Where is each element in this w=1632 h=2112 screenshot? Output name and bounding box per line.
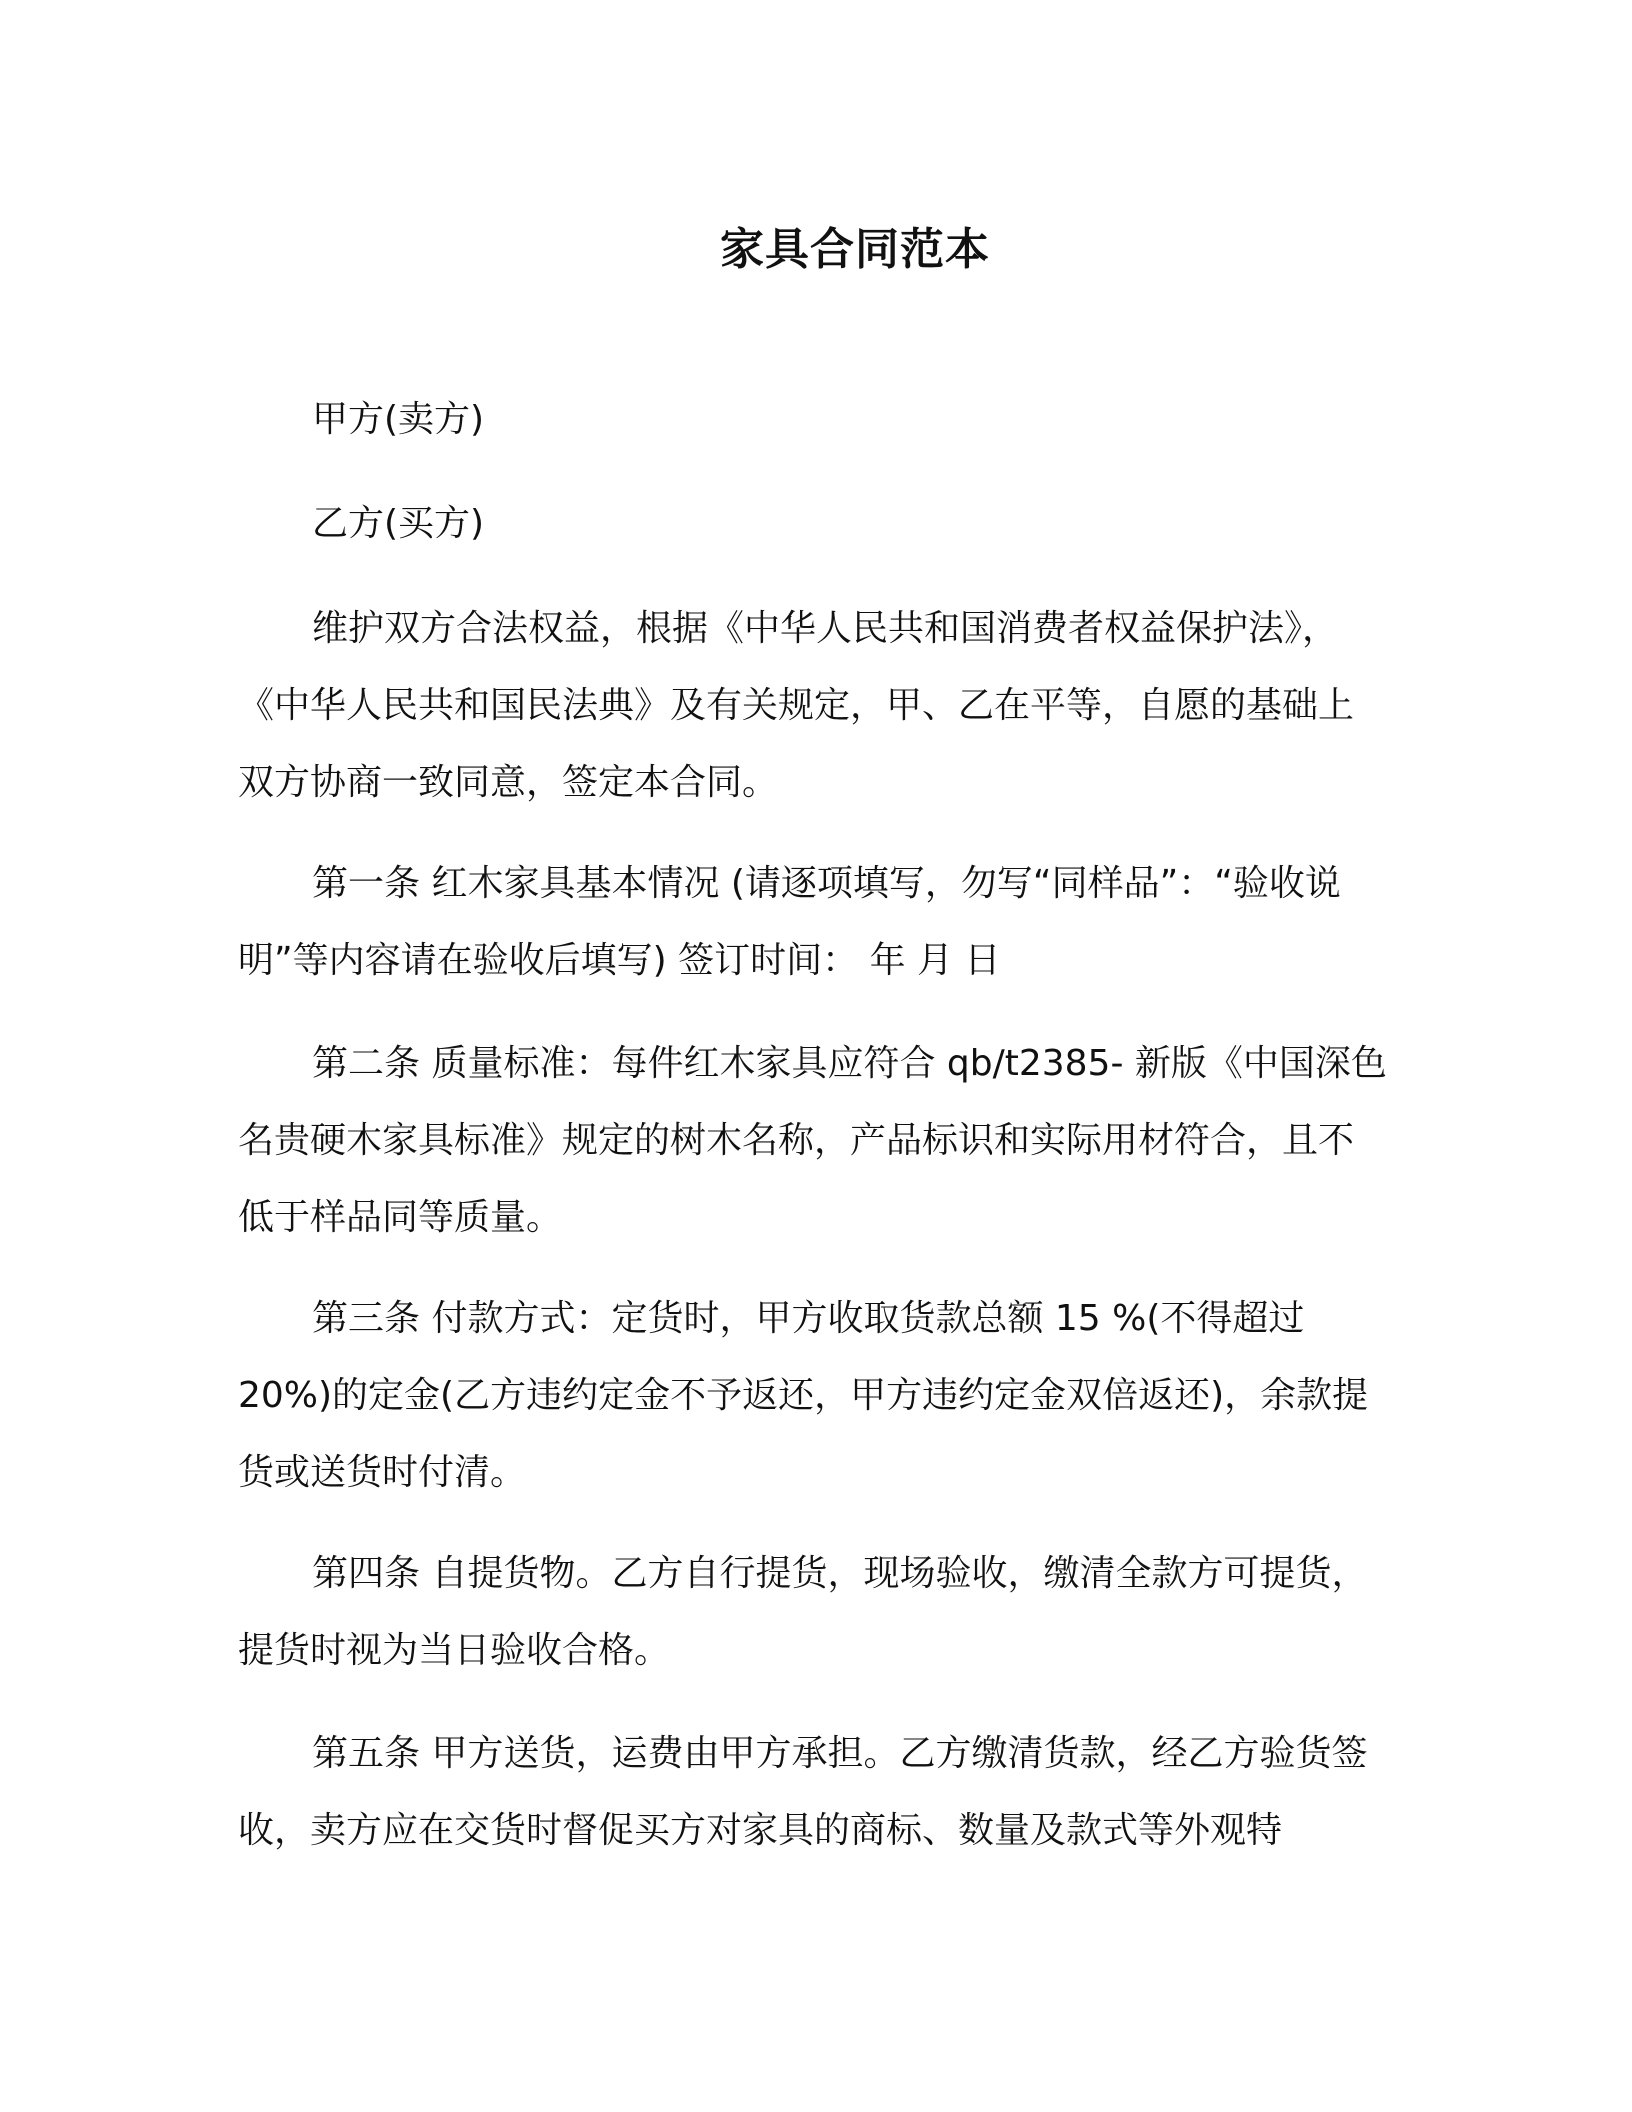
article-4-paragraph: 第四条 自提货物。乙方自行提货，现场验收，缴清全款方可提货，提货时视为当日验收合格。 [238,1553,1368,1671]
document-title: 家具合同范本 [720,224,990,275]
article-2-paragraph: 第二条 质量标准：每件红木家具应符合 qb/t2385- 新版《中国深色名贵硬木家具标准》规定的树木名称，产品标识和实际用材符合，且不低于样品同等质量。 [238,1043,1387,1238]
intro-paragraph: 维护双方合法权益，根据《中华人民共和国消费者权益保护法》，《中华人民共和国民法典》及有关规定，甲、乙在平等，自愿的基础上双方协商一致同意，签定本合同。 [238,608,1355,803]
party-a-label: 甲方(卖方) [312,399,485,440]
article-3-paragraph: 第三条 付款方式：定货时，甲方收取货款总额 15 %(不得超过 20%)的定金(乙方违约定金不予返还，甲方违约定金双倍返还)，余款提货或送货时付清。 [238,1298,1369,1493]
article-1-paragraph: 第一条 红木家具基本情况 (请逐项填写，勿写“同样品”：“验收说明”等内容请在验收后填写) 签订时间： 年 月 日 [238,863,1341,981]
party-b-label: 乙方(买方) [312,503,485,544]
article-5-paragraph: 第五条 甲方送货，运费由甲方承担。乙方缴清货款，经乙方验货签收，卖方应在交货时督促买方对家具的商标、数量及款式等外观特 [238,1733,1368,1851]
